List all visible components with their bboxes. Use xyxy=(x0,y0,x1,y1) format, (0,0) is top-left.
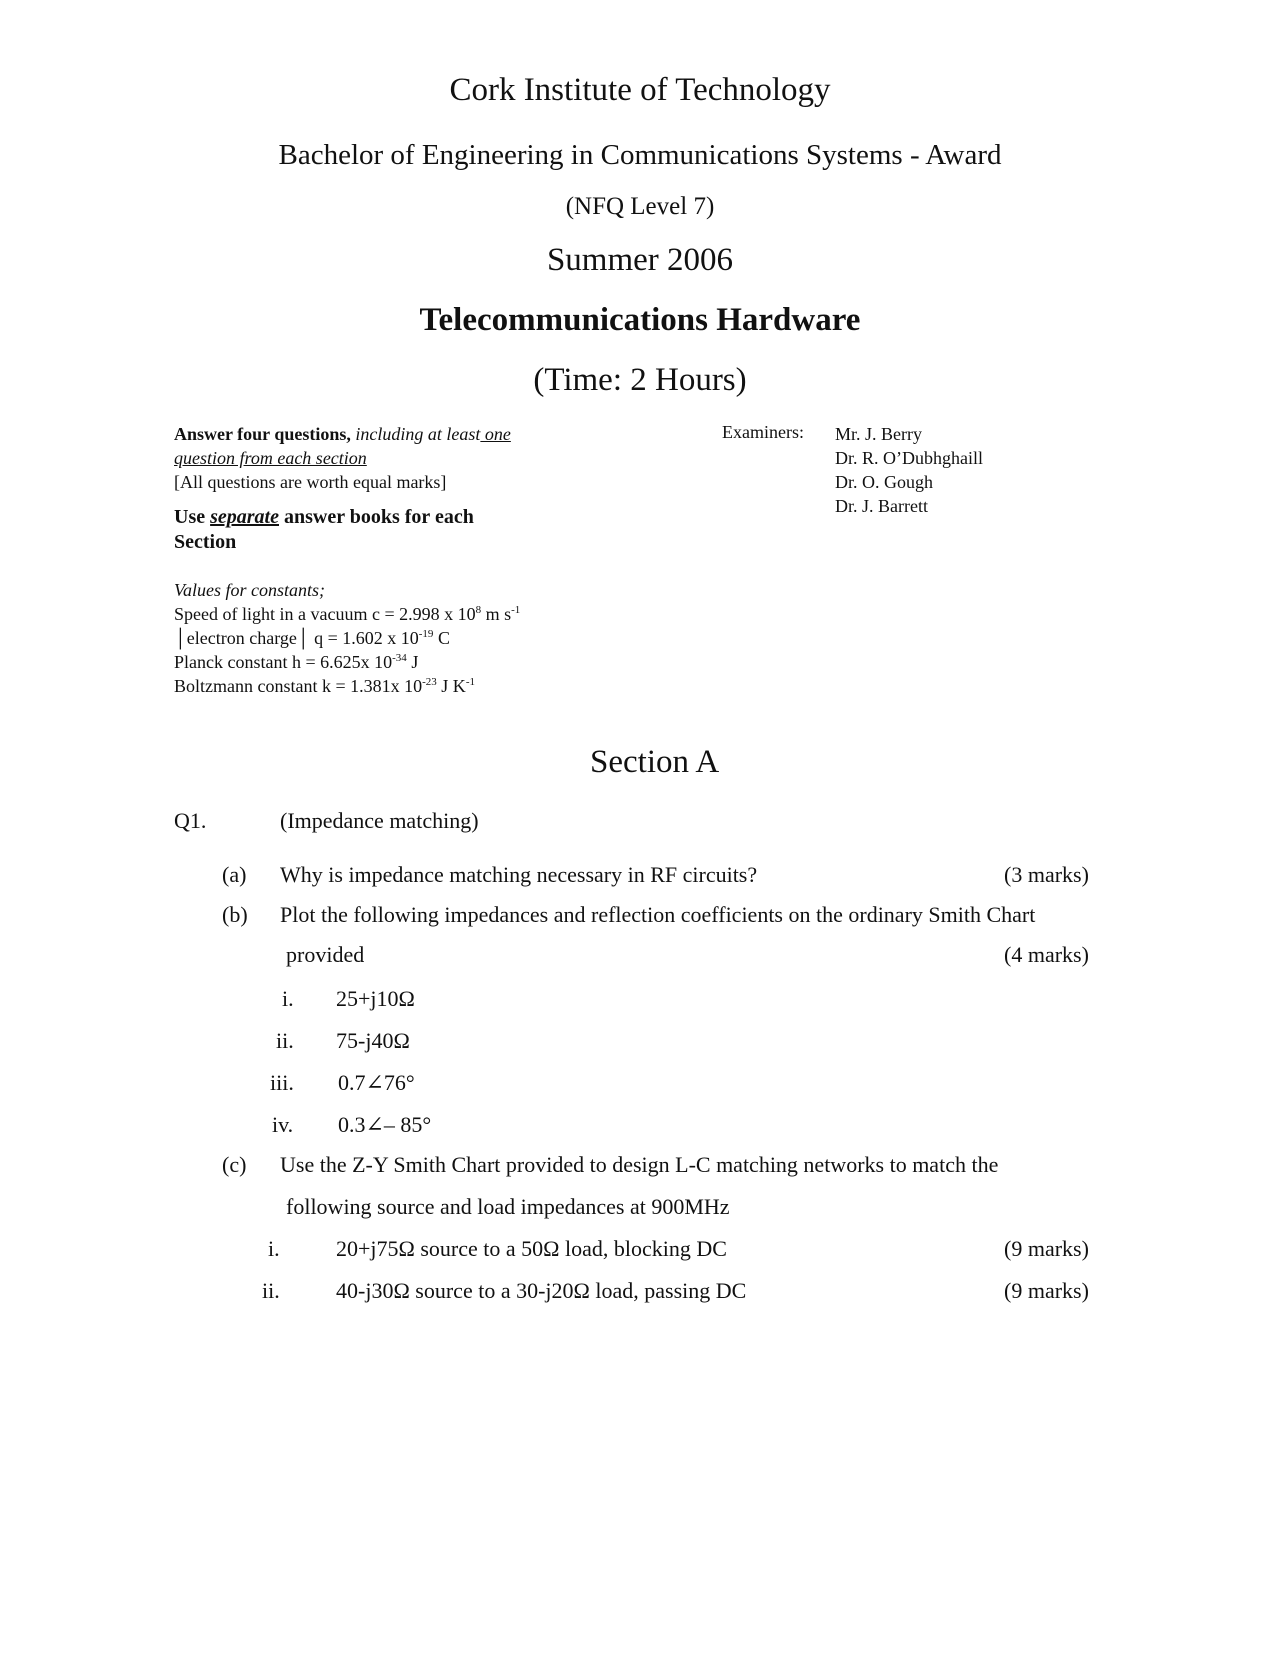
instructions-one: one xyxy=(480,424,511,444)
subject-title: Telecommunications Hardware xyxy=(419,302,861,338)
list-item: 20+j75Ω source to a 50Ω load, blocking DC xyxy=(336,1236,727,1261)
part-a-text: Why is impedance matching necessary in RF circuits? xyxy=(280,862,758,887)
list-item-number: i. xyxy=(268,1236,280,1261)
part-a-label: (a) xyxy=(222,862,247,887)
separate-emphasis: separate xyxy=(210,506,279,528)
nfq-level: (NFQ Level 7) xyxy=(565,193,715,220)
institution-title: Cork Institute of Technology xyxy=(449,72,831,108)
instructions-line-3: [All questions are worth equal marks] xyxy=(174,472,447,492)
part-c-i-marks: (9 marks) xyxy=(1004,1236,1089,1261)
separate-books-instruction xyxy=(174,505,474,555)
list-item-number: iv. xyxy=(272,1112,294,1137)
section-title: Section A xyxy=(590,744,720,780)
part-b-text-2: provided xyxy=(286,942,365,967)
use-line-2: Section xyxy=(174,531,237,553)
list-item-number: i. xyxy=(282,986,294,1011)
examiner-name: Dr. O. Gough xyxy=(835,472,933,492)
constants-block xyxy=(174,578,520,698)
instructions-line-2: question from each section xyxy=(174,448,367,468)
use-prefix: Use xyxy=(174,506,211,528)
list-item-number: ii. xyxy=(276,1028,294,1053)
examiners-list xyxy=(835,422,983,518)
part-c-label: (c) xyxy=(222,1152,247,1177)
constants-heading: Values for constants; xyxy=(174,580,325,600)
list-item: 25+j10Ω xyxy=(336,986,415,1011)
part-b-marks: (4 marks) xyxy=(1004,942,1089,967)
list-item-number: ii. xyxy=(262,1278,280,1303)
part-c-ii-marks: (9 marks) xyxy=(1004,1278,1089,1303)
instructions xyxy=(174,422,574,494)
part-a-marks: (3 marks) xyxy=(1004,862,1089,887)
instructions-answer-four: Answer four questions, xyxy=(174,424,356,444)
list-item-number: iii. xyxy=(270,1070,294,1095)
part-c-text: Use the Z-Y Smith Chart provided to design L-C matching networks to match the xyxy=(280,1152,999,1177)
examiner-name: Mr. J. Berry xyxy=(835,424,922,444)
part-c-text-2: following source and load impedances at 900MHz xyxy=(286,1194,730,1219)
list-item: 75-j40Ω xyxy=(336,1028,410,1053)
programme-title: Bachelor of Engineering in Communications Systems - Award xyxy=(278,139,1002,171)
list-item: 0.3∠– 85° xyxy=(338,1112,432,1137)
instructions-line-1 xyxy=(174,422,574,446)
part-b-label: (b) xyxy=(222,902,248,927)
constant-planck: Planck constant h = 6.625x $10^{-34}$ J xyxy=(174,652,419,672)
use-suffix: answer books for each xyxy=(279,506,474,528)
examiners-label: Examiners: xyxy=(722,422,804,442)
exam-session: Summer 2006 xyxy=(546,242,734,278)
instructions-including: including at least xyxy=(355,424,481,444)
exam-duration: (Time: 2 Hours) xyxy=(533,362,747,398)
list-item: 0.7∠76° xyxy=(338,1070,415,1095)
examiner-name: Dr. J. Barrett xyxy=(835,496,928,516)
examiner-name: Dr. R. O’Dubhghaill xyxy=(835,448,983,468)
constant-speed-of-light: Speed of light in a vacuum c = 2.998 x $10^8$ m $s^{-1}$ xyxy=(174,604,521,624)
question-number: Q1. xyxy=(174,808,207,833)
list-item: 40-j30Ω source to a 30-j20Ω load, passing DC xyxy=(336,1278,747,1303)
constant-electron-charge: │electron charge│ q = 1.602 x $10^{-19}$ C xyxy=(174,628,450,648)
question-topic: (Impedance matching) xyxy=(280,808,479,833)
constant-boltzmann: Boltzmann constant k = 1.381x $10^{-23}$ J $K^{-1}$ xyxy=(174,676,475,696)
part-b-text: Plot the following impedances and reflection coefficients on the ordinary Smith Chart xyxy=(280,902,1036,927)
